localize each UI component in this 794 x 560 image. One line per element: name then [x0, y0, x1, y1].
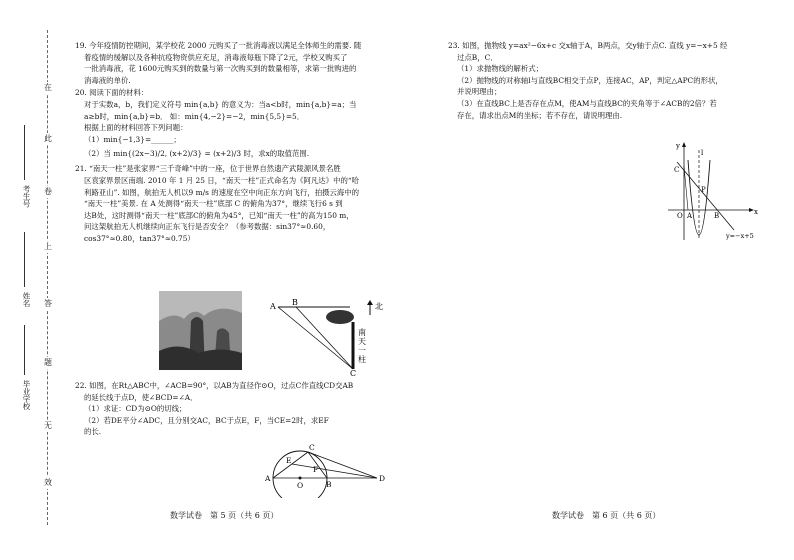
text-line: cos37°≈0.80，tan37°≈0.75）	[84, 233, 195, 243]
label-l: l	[701, 149, 704, 157]
label-a: A	[687, 212, 693, 220]
text-line: （2）当 min{(2x−3)/2, (x+2)/3} = (x+2)/3 时，求x的取值范围.	[84, 149, 310, 159]
label-north: 北	[375, 302, 383, 311]
label-b: B	[326, 480, 332, 489]
text-line: 消毒液的单价.	[84, 75, 131, 85]
label-f: F	[313, 465, 319, 474]
text-line: 达B处，这时测得“南天一柱”底部C的俯角为45°，已知“南天一柱”的高为150 m，	[84, 210, 354, 220]
seal-char: 此	[44, 134, 52, 143]
north-arrowhead-icon	[367, 300, 373, 305]
pillar-photo-art	[159, 291, 242, 370]
text-line: 19. 今年疫情防控期间，某学校花 2000 元购买了一批消毒液以满足全体师生的需要. 随	[75, 41, 362, 50]
text-line: （2）若DE平分∠ADC，且分别交AC，BC于点E，F，当CE=2时，求EF	[84, 415, 329, 425]
field-underline	[24, 125, 25, 180]
footer-left: 数学试卷 第 5 页（共 6 页）	[170, 511, 279, 520]
seal-char: 卷	[44, 187, 52, 196]
label-o: O	[297, 481, 304, 490]
label-c: C	[674, 166, 680, 174]
text-line: 问这架航拍无人机继续向正东飞行是否安全？（参考数据：sin37°≈0.60，	[84, 222, 331, 232]
right-page	[448, 40, 766, 122]
question-21	[75, 163, 393, 244]
text-line: 一批消毒液，花 1600元购买到的数量与第一次购买到的数量相等，求第一批购进的	[84, 64, 357, 74]
y-axis-arrow-icon	[682, 142, 686, 147]
text-line: 对于实数a，b，我们定义符号 min{a,b} 的意义为：当a<b时，min{a,b}=a；当	[84, 99, 357, 109]
text-line: 并说明理由；	[457, 87, 502, 97]
cloud	[326, 310, 354, 324]
question-23	[448, 40, 766, 121]
label-y: y	[676, 142, 680, 150]
pillar-char: 一	[358, 346, 366, 355]
text-line: 利路亚山”. 如图，航拍无人机以9 m/s 的速度在空中向正东方向飞行，拍摄云海中的	[84, 187, 360, 197]
seal-char: 无	[44, 421, 52, 430]
seal-char: 题	[44, 358, 52, 367]
pillar-char: 柱	[358, 355, 366, 364]
text-line: 的延长线于点D，使∠BCD=∠A．	[84, 392, 198, 402]
line-cd	[308, 452, 377, 478]
label-b: B	[714, 212, 720, 220]
text-line: 区袁家界景区南端. 2010 年 1 月 25 日，“南天一柱”正式命名为《阿凡达》中的“哈	[84, 175, 360, 185]
line-bc	[677, 162, 734, 230]
field-label-exam-number: 考生号	[22, 185, 31, 208]
text-line: （3）在直线BC上是否存在点M，使AM与直线BC的夹角等于∠ACB的2倍？若	[457, 98, 717, 108]
label-o: O	[677, 212, 683, 220]
pillar-char: 南	[358, 328, 366, 337]
question-20	[75, 87, 393, 162]
line-de	[292, 464, 377, 478]
text-line: 的长.	[84, 427, 102, 437]
parabola-diagram	[662, 140, 762, 245]
text-line: 23. 如图，抛物线 y=ax²−6x+c 交x轴于A，B两点，交y轴于点C. 直线 y=−x+5 经	[448, 41, 728, 50]
text-line: “南天一柱”美景. 在 A 处测得“南天一柱”底部 C 的俯角为37°，继续飞行6 s 到	[84, 199, 343, 209]
tower-diagram	[268, 297, 388, 377]
field-underline	[24, 325, 25, 375]
text-line: 根据上面的材料回答下列问题：	[84, 123, 188, 133]
label-p: P	[701, 186, 706, 194]
label-line-eq: y=−x+5	[726, 232, 754, 240]
text-line: a≥b时，min{a,b}=b． 如：min{4,−2}=−2，min{5,5}=5．	[84, 111, 305, 121]
left-page	[75, 40, 393, 246]
question-19	[75, 40, 393, 86]
seal-char: 在	[44, 83, 52, 92]
text-line: 存在，请求出点M的坐标；若不存在，请说明理由.	[457, 110, 623, 120]
center-point	[299, 477, 302, 480]
label-b: B	[292, 298, 298, 307]
label-a: A	[270, 302, 276, 311]
pillar-char: 天	[358, 337, 366, 346]
seal-char: 效	[44, 478, 52, 487]
question-22	[75, 380, 393, 438]
field-label-school: 毕业学校	[22, 380, 31, 410]
text-line: 20. 阅读下面的材料：	[75, 88, 149, 98]
seal-char: 答	[44, 299, 52, 308]
pillar-photo	[159, 291, 242, 370]
text-line: （2）抛物线的对称轴l与直线BC相交于点P，连接AC，AP，判定△APC的形状，	[457, 75, 723, 85]
label-x: x	[754, 208, 758, 216]
text-line: 21. “南天一柱”是张家界“三千奇峰”中的一座，位于世界自然遗产武陵源风景名胜	[75, 164, 341, 174]
field-label-name: 姓名	[22, 292, 31, 307]
label-d: D	[379, 474, 386, 483]
label-c: C	[350, 369, 357, 377]
text-line: 着疫情的缓解以及各种抗疫物资供应充足，消毒液每瓶下降了2元，学校又购买了	[84, 52, 348, 62]
text-line: （1）求抛物线的解析式；	[457, 64, 544, 74]
seal-dashed-line	[47, 30, 48, 525]
text-line: 过点B，C．	[457, 52, 498, 62]
label-c: C	[309, 443, 315, 452]
text-line: （1）min{−1,3}=______；	[84, 134, 181, 144]
circle-diagram	[262, 440, 392, 498]
label-e: E	[286, 456, 292, 465]
footer-right: 数学试卷 第 6 页（共 6 页）	[552, 511, 661, 520]
text-line: （1）求证：CD为⊙O的切线；	[84, 404, 187, 414]
binding-strip	[0, 0, 70, 560]
field-underline	[24, 232, 25, 287]
label-a: A	[265, 474, 271, 483]
seal-char: 上	[44, 242, 52, 251]
text-line: 22. 如图，在Rt△ABC中，∠ACB=90°，以AB为直径作⊙O，过点C作直线CD交AB	[75, 381, 354, 390]
